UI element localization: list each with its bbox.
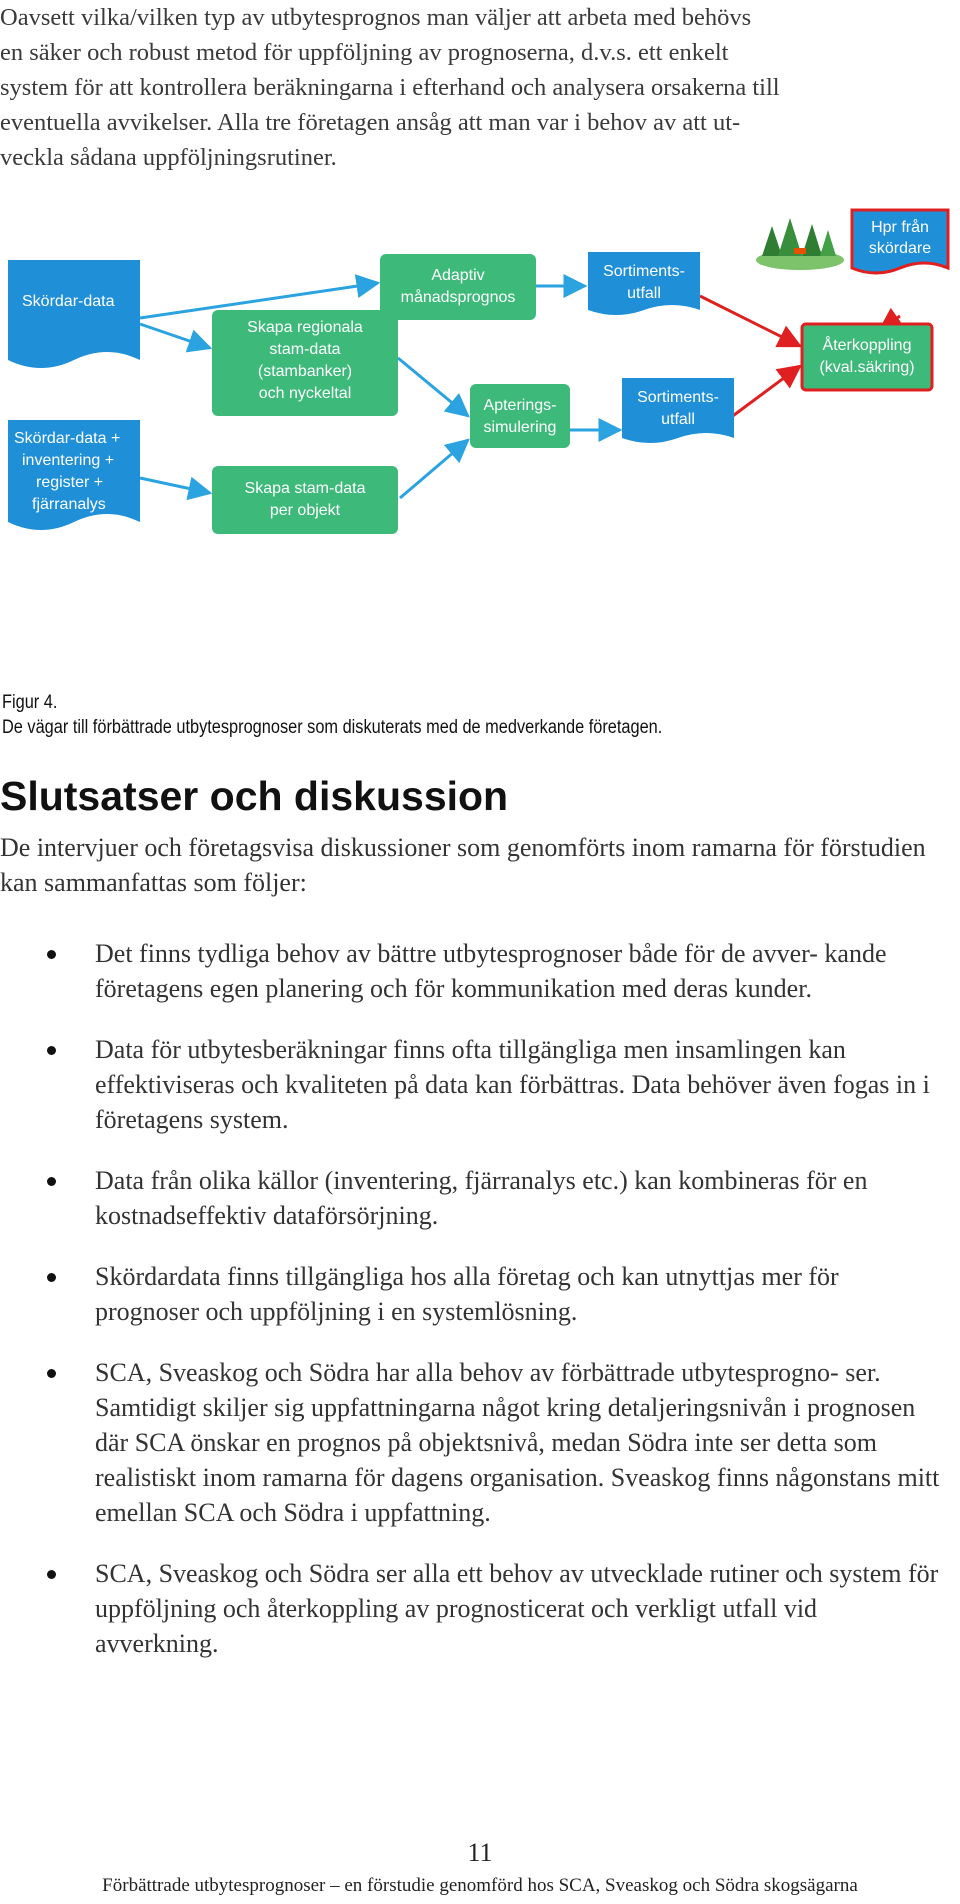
figure-caption-text: De vägar till förbättrade utbytesprognoser som diskuterats med de medverkande företagen. bbox=[2, 717, 663, 738]
regionala-stamdata-label: Skapa regionala bbox=[247, 319, 363, 336]
apteringssimulering-label: simulering bbox=[483, 419, 557, 436]
figure-label: Figur 4. bbox=[2, 692, 58, 713]
bullet-icon bbox=[47, 950, 56, 959]
regionala-stamdata-box bbox=[212, 310, 398, 416]
regionala-stamdata-label: stam-data bbox=[269, 341, 341, 358]
list-item-text: Skördardata finns tillgängliga hos alla företag och kan utnyttjas mer för prognoser och uppföljning i en systemlösning. bbox=[95, 1262, 839, 1326]
stamdata-objekt-label: per objekt bbox=[269, 502, 341, 519]
list-item bbox=[0, 1259, 945, 1329]
stamdata-objekt-label: Skapa stam-data bbox=[244, 480, 366, 497]
list-item bbox=[0, 1556, 945, 1661]
stamdata-objekt-box bbox=[212, 466, 398, 534]
bullet-icon bbox=[47, 1369, 56, 1378]
bullet-icon bbox=[47, 1177, 56, 1186]
skordardata-inventering-box bbox=[8, 420, 140, 530]
section-lead: De intervjuer och företagsvisa diskussioner som genomförts inom ramarna för förstudien kan sammanfattas som följer: bbox=[0, 833, 926, 897]
sortimentsutfall-label: utfall bbox=[661, 411, 695, 428]
list-item bbox=[0, 1032, 945, 1137]
list-item-text: Data från olika källor (inventering, fjärranalys etc.) kan kombineras för en kostnadseffektiv dataförsörjning. bbox=[95, 1166, 868, 1230]
adaptiv-manadsprognos-label: månadsprognos bbox=[400, 289, 516, 306]
skordardata-label: Skördar-data bbox=[22, 293, 115, 310]
aterkoppling-label: (kval.säkring) bbox=[819, 359, 915, 376]
list-item-text: SCA, Sveaskog och Södra ser alla ett behov av utvecklade rutiner och system för uppföljning och återkoppling av prognosticerat och verkligt utfall vid avverkning. bbox=[95, 1559, 939, 1658]
intro-line: eventuella avvikelser. Alla tre företagen ansåg att man var i behov av att ut- bbox=[0, 109, 741, 136]
regionala-stamdata-label: (stambanker) bbox=[257, 363, 353, 380]
sortimentsutfall-label: Sortiments- bbox=[603, 263, 685, 280]
hpr-skordare-label: Hpr från bbox=[871, 219, 929, 236]
sortimentsutfall-label: utfall bbox=[627, 285, 661, 302]
bullet-icon bbox=[47, 1570, 56, 1579]
intro-line: system för att kontrollera beräkningarna i efterhand och analysera orsakerna till bbox=[0, 74, 780, 101]
figure-caption bbox=[2, 690, 810, 740]
intro-paragraph bbox=[0, 0, 945, 175]
skordardata-inventering-label: inventering + bbox=[22, 452, 115, 469]
bullet-icon bbox=[47, 1273, 56, 1282]
sortimentsutfall-label: Sortiments- bbox=[637, 389, 719, 406]
skordardata-inventering-label: register + bbox=[36, 474, 104, 491]
skordardata-inventering-label: fjärranalys bbox=[32, 496, 106, 513]
intro-line: en säker och robust metod för uppföljning av prognoserna, d.v.s. ett enkelt bbox=[0, 39, 729, 66]
findings-list bbox=[0, 936, 945, 1687]
list-item-text: Data för utbytesberäkningar finns ofta tillgängliga men insamlingen kan effektiviseras och kvaliteten på data kan förbättras. Data behöver även fogas in i företagens system. bbox=[95, 1035, 930, 1134]
adaptiv-manadsprognos-box bbox=[380, 254, 536, 320]
list-item bbox=[0, 1355, 945, 1530]
forest-harvester-icon bbox=[756, 218, 844, 270]
apteringssimulering-box bbox=[470, 384, 570, 448]
apteringssimulering-label: Apterings- bbox=[483, 397, 557, 414]
adaptiv-manadsprognos-label: Adaptiv bbox=[431, 267, 485, 284]
list-item bbox=[0, 936, 945, 1006]
sortimentsutfall-box bbox=[622, 378, 734, 443]
page-number: 11 bbox=[467, 1838, 493, 1867]
hpr-skordare-box bbox=[852, 210, 948, 273]
bullet-icon bbox=[47, 1046, 56, 1055]
aterkoppling-label: Återkoppling bbox=[822, 337, 912, 354]
flow-diagram bbox=[0, 219, 960, 628]
section-heading: Slutsatser och diskussion bbox=[0, 773, 509, 819]
intro-line: Oavsett vilka/vilken typ av utbytesprognos man väljer att arbeta med behövs bbox=[0, 4, 752, 31]
list-item-text: Det finns tydliga behov av bättre utbytesprognoser både för de avver- kande företagens egen planering och för kommunikation med deras kunder. bbox=[95, 939, 887, 1003]
intro-line: veckla sådana uppföljningsrutiner. bbox=[0, 144, 337, 171]
list-item bbox=[0, 1163, 945, 1233]
sortimentsutfall-box bbox=[588, 252, 700, 315]
skordardata-inventering-label: Skördar-data + bbox=[14, 430, 121, 447]
list-item-text: SCA, Sveaskog och Södra har alla behov av förbättrade utbytesprogno- ser. Samtidigt skiljer sig uppfattningarna något kring detaljeringsnivån i prognosen där SCA önskar en prognos på objektsnivå, medan Södra inte ser detta som realistiskt inom ramarna för dagens organisation. Sveaskog finns någonstans mitt emellan SCA och Södra i uppfattning. bbox=[95, 1358, 940, 1527]
hpr-skordare-label: skördare bbox=[868, 240, 932, 257]
aterkoppling-box bbox=[802, 324, 932, 390]
regionala-stamdata-label: och nyckeltal bbox=[258, 385, 352, 402]
skordardata-box bbox=[8, 260, 140, 368]
page-footer: Förbättrade utbytesprognoser – en förstudie genomförd hos SCA, Sveaskog och Södra skogsägarna bbox=[102, 1875, 858, 1896]
